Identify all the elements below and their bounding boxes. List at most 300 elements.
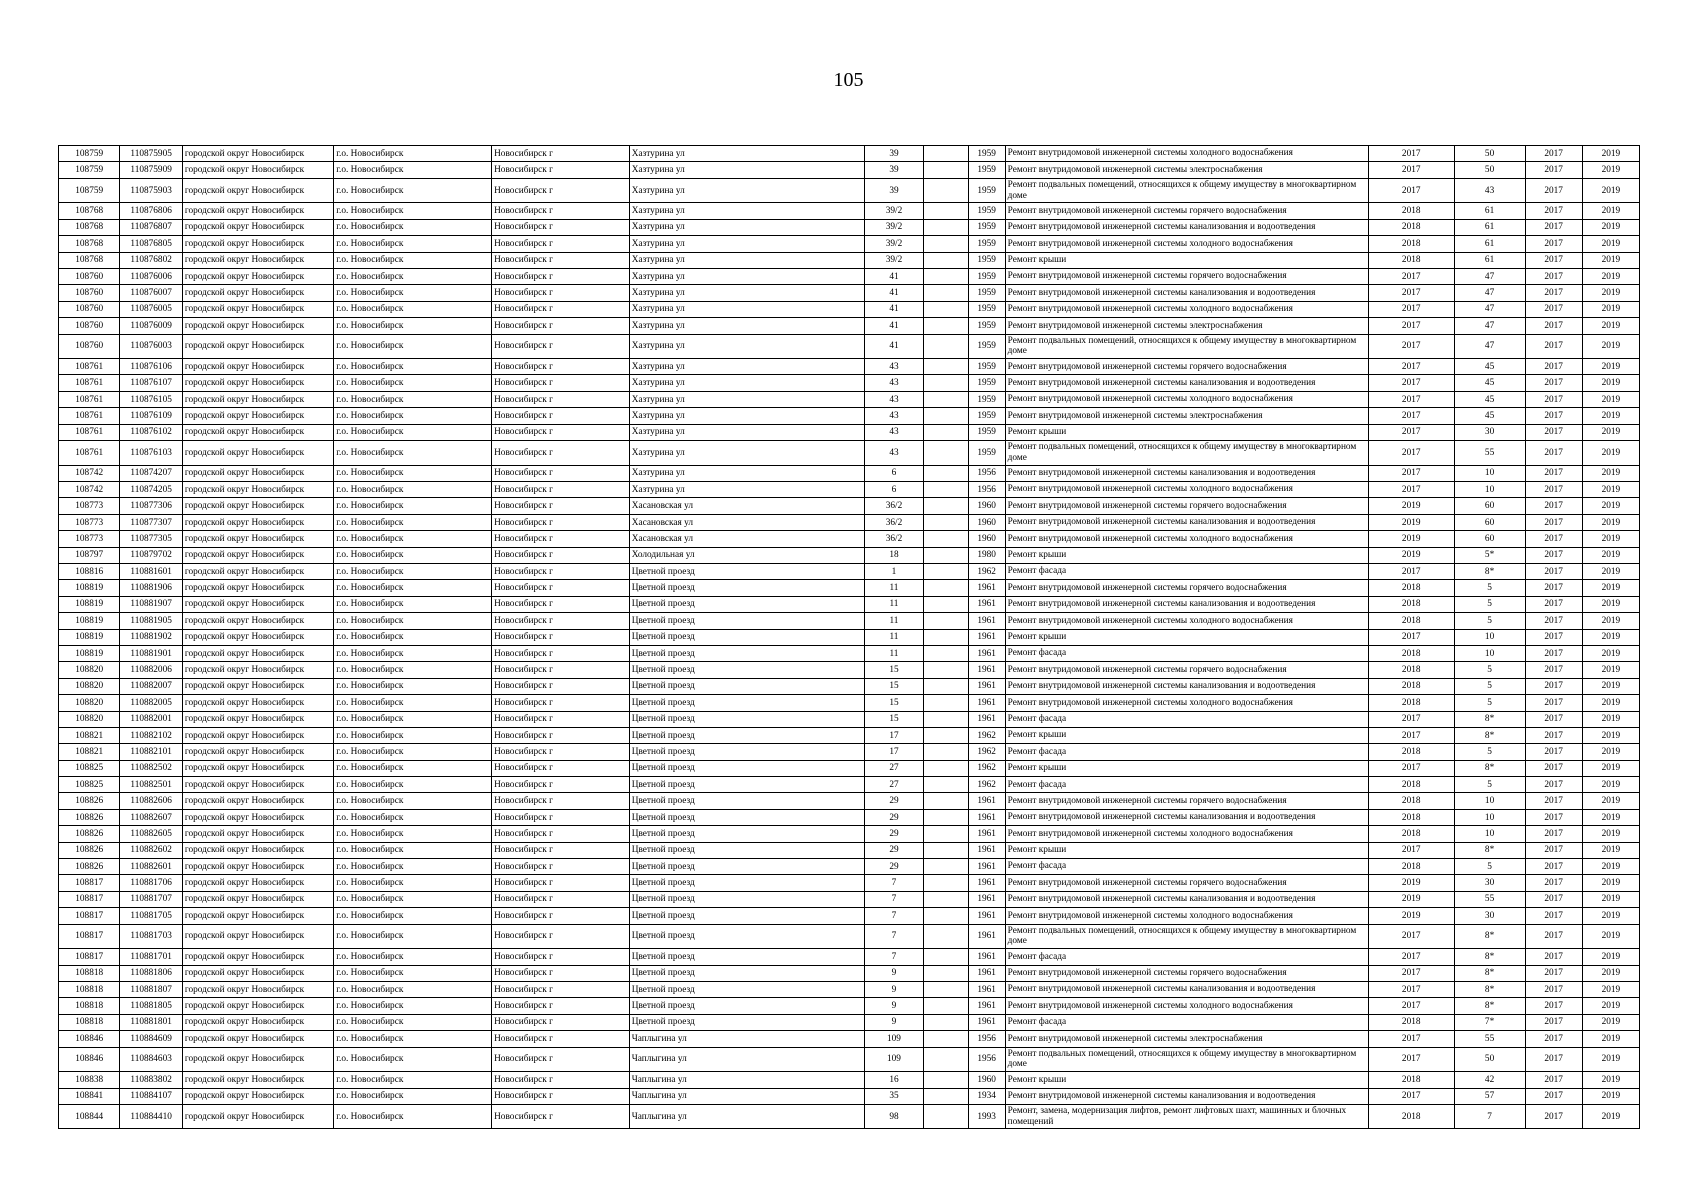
- work-id-cell: 110881906: [120, 580, 182, 596]
- house-id-cell: 108818: [59, 998, 120, 1014]
- period-start-cell: 2017: [1525, 318, 1582, 334]
- municipality-cell: городской округ Новосибирск: [182, 1072, 333, 1088]
- building-cell: [924, 760, 968, 776]
- building-cell: [924, 645, 968, 661]
- build-year-cell: 1961: [968, 645, 1005, 661]
- street-cell: Цветной проезд: [629, 596, 864, 612]
- plan-year-cell: 2017: [1368, 1031, 1454, 1047]
- wear-percent-cell: 8*: [1454, 965, 1525, 981]
- house-id-cell: 108742: [59, 465, 120, 481]
- work-type-cell: Ремонт крыши: [1005, 1072, 1368, 1088]
- house-number-cell: 98: [864, 1104, 923, 1129]
- work-type-cell: Ремонт внутридомовой инженерной системы холодного водоснабжения: [1005, 391, 1368, 407]
- municipality-cell: городской округ Новосибирск: [182, 146, 333, 162]
- work-type-cell: Ремонт внутридомовой инженерной системы горячего водоснабжения: [1005, 580, 1368, 596]
- table-row: [59, 826, 1640, 842]
- house-id-cell: 108761: [59, 424, 120, 440]
- municipality-cell: городской округ Новосибирск: [182, 809, 333, 825]
- house-id-cell: 108825: [59, 760, 120, 776]
- period-end-cell: 2019: [1582, 596, 1639, 612]
- building-cell: [924, 998, 968, 1014]
- period-end-cell: 2019: [1582, 695, 1639, 711]
- wear-percent-cell: 60: [1454, 531, 1525, 547]
- house-number-cell: 41: [864, 301, 923, 317]
- build-year-cell: 1961: [968, 678, 1005, 694]
- district-cell: г.о. Новосибирск: [334, 334, 492, 359]
- city-cell: Новосибирск г: [492, 301, 630, 317]
- house-number-cell: 39/2: [864, 252, 923, 268]
- plan-year-cell: 2017: [1368, 408, 1454, 424]
- district-cell: г.о. Новосибирск: [334, 924, 492, 949]
- house-id-cell: 108841: [59, 1088, 120, 1104]
- house-number-cell: 39/2: [864, 219, 923, 235]
- period-start-cell: 2017: [1525, 711, 1582, 727]
- municipality-cell: городской округ Новосибирск: [182, 613, 333, 629]
- table-row: [59, 408, 1640, 424]
- table-row: [59, 859, 1640, 875]
- municipality-cell: городской округ Новосибирск: [182, 391, 333, 407]
- plan-year-cell: 2017: [1368, 285, 1454, 301]
- street-cell: Хазтурина ул: [629, 301, 864, 317]
- wear-percent-cell: 45: [1454, 391, 1525, 407]
- building-cell: [924, 596, 968, 612]
- house-number-cell: 29: [864, 859, 923, 875]
- city-cell: Новосибирск г: [492, 727, 630, 743]
- building-cell: [924, 178, 968, 203]
- work-id-cell: 110882007: [120, 678, 182, 694]
- municipality-cell: городской округ Новосибирск: [182, 629, 333, 645]
- work-type-cell: Ремонт внутридомовой инженерной системы канализования и водоотведения: [1005, 465, 1368, 481]
- plan-year-cell: 2018: [1368, 744, 1454, 760]
- period-start-cell: 2017: [1525, 301, 1582, 317]
- house-id-cell: 108760: [59, 334, 120, 359]
- city-cell: Новосибирск г: [492, 949, 630, 965]
- building-cell: [924, 1031, 968, 1047]
- work-id-cell: 110881902: [120, 629, 182, 645]
- city-cell: Новосибирск г: [492, 891, 630, 907]
- work-id-cell: 110876802: [120, 252, 182, 268]
- district-cell: г.о. Новосибирск: [334, 981, 492, 997]
- work-type-cell: Ремонт подвальных помещений, относящихся к общему имуществу в многоквартирном доме: [1005, 178, 1368, 203]
- city-cell: Новосибирск г: [492, 146, 630, 162]
- city-cell: Новосибирск г: [492, 1031, 630, 1047]
- table-row: [59, 949, 1640, 965]
- municipality-cell: городской округ Новосибирск: [182, 203, 333, 219]
- table-row: [59, 1014, 1640, 1030]
- work-id-cell: 110884609: [120, 1031, 182, 1047]
- street-cell: Цветной проезд: [629, 924, 864, 949]
- build-year-cell: 1959: [968, 268, 1005, 284]
- build-year-cell: 1961: [968, 695, 1005, 711]
- table-row: [59, 842, 1640, 858]
- period-start-cell: 2017: [1525, 514, 1582, 530]
- street-cell: Цветной проезд: [629, 842, 864, 858]
- building-cell: [924, 482, 968, 498]
- work-id-cell: 110877306: [120, 498, 182, 514]
- build-year-cell: 1959: [968, 178, 1005, 203]
- plan-year-cell: 2018: [1368, 793, 1454, 809]
- period-start-cell: 2017: [1525, 777, 1582, 793]
- work-type-cell: Ремонт внутридомовой инженерной системы холодного водоснабжения: [1005, 236, 1368, 252]
- city-cell: Новосибирск г: [492, 613, 630, 629]
- period-start-cell: 2017: [1525, 842, 1582, 858]
- period-end-cell: 2019: [1582, 268, 1639, 284]
- city-cell: Новосибирск г: [492, 695, 630, 711]
- period-end-cell: 2019: [1582, 662, 1639, 678]
- period-end-cell: 2019: [1582, 793, 1639, 809]
- work-id-cell: 110882001: [120, 711, 182, 727]
- building-cell: [924, 842, 968, 858]
- work-id-cell: 110882606: [120, 793, 182, 809]
- table-row: [59, 441, 1640, 466]
- house-id-cell: 108761: [59, 359, 120, 375]
- house-id-cell: 108761: [59, 391, 120, 407]
- city-cell: Новосибирск г: [492, 219, 630, 235]
- build-year-cell: 1956: [968, 1031, 1005, 1047]
- work-type-cell: Ремонт внутридомовой инженерной системы горячего водоснабжения: [1005, 203, 1368, 219]
- district-cell: г.о. Новосибирск: [334, 744, 492, 760]
- street-cell: Цветной проезд: [629, 981, 864, 997]
- building-cell: [924, 498, 968, 514]
- period-start-cell: 2017: [1525, 629, 1582, 645]
- wear-percent-cell: 7: [1454, 1104, 1525, 1129]
- repair-program-table: [58, 145, 1640, 1129]
- work-type-cell: Ремонт фасада: [1005, 777, 1368, 793]
- house-id-cell: 108817: [59, 875, 120, 891]
- municipality-cell: городской округ Новосибирск: [182, 301, 333, 317]
- period-end-cell: 2019: [1582, 809, 1639, 825]
- work-id-cell: 110876105: [120, 391, 182, 407]
- work-id-cell: 110876007: [120, 285, 182, 301]
- house-id-cell: 108760: [59, 301, 120, 317]
- wear-percent-cell: 8*: [1454, 563, 1525, 579]
- district-cell: г.о. Новосибирск: [334, 695, 492, 711]
- work-type-cell: Ремонт внутридомовой инженерной системы горячего водоснабжения: [1005, 793, 1368, 809]
- house-id-cell: 108768: [59, 252, 120, 268]
- plan-year-cell: 2018: [1368, 678, 1454, 694]
- municipality-cell: городской округ Новосибирск: [182, 949, 333, 965]
- period-start-cell: 2017: [1525, 391, 1582, 407]
- street-cell: Хазтурина ул: [629, 162, 864, 178]
- plan-year-cell: 2019: [1368, 514, 1454, 530]
- district-cell: г.о. Новосибирск: [334, 482, 492, 498]
- work-id-cell: 110876106: [120, 359, 182, 375]
- build-year-cell: 1961: [968, 826, 1005, 842]
- district-cell: г.о. Новосибирск: [334, 424, 492, 440]
- municipality-cell: городской округ Новосибирск: [182, 875, 333, 891]
- work-id-cell: 110881905: [120, 613, 182, 629]
- plan-year-cell: 2017: [1368, 1047, 1454, 1072]
- work-type-cell: Ремонт крыши: [1005, 424, 1368, 440]
- city-cell: Новосибирск г: [492, 334, 630, 359]
- district-cell: г.о. Новосибирск: [334, 268, 492, 284]
- table-row: [59, 318, 1640, 334]
- house-id-cell: 108826: [59, 859, 120, 875]
- period-start-cell: 2017: [1525, 998, 1582, 1014]
- plan-year-cell: 2018: [1368, 252, 1454, 268]
- plan-year-cell: 2018: [1368, 613, 1454, 629]
- wear-percent-cell: 47: [1454, 318, 1525, 334]
- house-number-cell: 39: [864, 146, 923, 162]
- period-end-cell: 2019: [1582, 318, 1639, 334]
- work-type-cell: Ремонт крыши: [1005, 760, 1368, 776]
- period-start-cell: 2017: [1525, 178, 1582, 203]
- period-end-cell: 2019: [1582, 146, 1639, 162]
- house-id-cell: 108773: [59, 514, 120, 530]
- municipality-cell: городской округ Новосибирск: [182, 760, 333, 776]
- table-row: [59, 596, 1640, 612]
- period-end-cell: 2019: [1582, 465, 1639, 481]
- street-cell: Хазтурина ул: [629, 334, 864, 359]
- district-cell: г.о. Новосибирск: [334, 1047, 492, 1072]
- street-cell: Чаплыгина ул: [629, 1072, 864, 1088]
- district-cell: г.о. Новосибирск: [334, 809, 492, 825]
- district-cell: г.о. Новосибирск: [334, 178, 492, 203]
- period-start-cell: 2017: [1525, 146, 1582, 162]
- municipality-cell: городской округ Новосибирск: [182, 998, 333, 1014]
- work-id-cell: 110876805: [120, 236, 182, 252]
- district-cell: г.о. Новосибирск: [334, 613, 492, 629]
- house-id-cell: 108760: [59, 285, 120, 301]
- plan-year-cell: 2017: [1368, 924, 1454, 949]
- district-cell: г.о. Новосибирск: [334, 1031, 492, 1047]
- district-cell: г.о. Новосибирск: [334, 375, 492, 391]
- plan-year-cell: 2018: [1368, 859, 1454, 875]
- municipality-cell: городской округ Новосибирск: [182, 678, 333, 694]
- period-end-cell: 2019: [1582, 580, 1639, 596]
- build-year-cell: 1961: [968, 965, 1005, 981]
- building-cell: [924, 1072, 968, 1088]
- street-cell: Цветной проезд: [629, 760, 864, 776]
- house-id-cell: 108819: [59, 596, 120, 612]
- wear-percent-cell: 5: [1454, 580, 1525, 596]
- street-cell: Цветной проезд: [629, 695, 864, 711]
- building-cell: [924, 695, 968, 711]
- work-id-cell: 110882607: [120, 809, 182, 825]
- house-id-cell: 108742: [59, 482, 120, 498]
- street-cell: Чаплыгина ул: [629, 1031, 864, 1047]
- municipality-cell: городской округ Новосибирск: [182, 645, 333, 661]
- city-cell: Новосибирск г: [492, 203, 630, 219]
- period-end-cell: 2019: [1582, 301, 1639, 317]
- building-cell: [924, 744, 968, 760]
- city-cell: Новосибирск г: [492, 1104, 630, 1129]
- build-year-cell: 1960: [968, 498, 1005, 514]
- plan-year-cell: 2017: [1368, 375, 1454, 391]
- house-id-cell: 108759: [59, 178, 120, 203]
- district-cell: г.о. Новосибирск: [334, 547, 492, 563]
- period-end-cell: 2019: [1582, 547, 1639, 563]
- building-cell: [924, 613, 968, 629]
- street-cell: Цветной проезд: [629, 711, 864, 727]
- build-year-cell: 1961: [968, 613, 1005, 629]
- build-year-cell: 1961: [968, 711, 1005, 727]
- street-cell: Чаплыгина ул: [629, 1104, 864, 1129]
- period-end-cell: 2019: [1582, 162, 1639, 178]
- period-end-cell: 2019: [1582, 1047, 1639, 1072]
- table-row: [59, 1104, 1640, 1129]
- work-type-cell: Ремонт внутридомовой инженерной системы канализования и водоотведения: [1005, 219, 1368, 235]
- work-id-cell: 110881901: [120, 645, 182, 661]
- period-end-cell: 2019: [1582, 219, 1639, 235]
- wear-percent-cell: 5*: [1454, 547, 1525, 563]
- house-number-cell: 39/2: [864, 236, 923, 252]
- city-cell: Новосибирск г: [492, 875, 630, 891]
- period-start-cell: 2017: [1525, 531, 1582, 547]
- wear-percent-cell: 8*: [1454, 842, 1525, 858]
- work-id-cell: 110882502: [120, 760, 182, 776]
- district-cell: г.о. Новосибирск: [334, 408, 492, 424]
- district-cell: г.о. Новосибирск: [334, 596, 492, 612]
- period-start-cell: 2017: [1525, 252, 1582, 268]
- building-cell: [924, 727, 968, 743]
- period-end-cell: 2019: [1582, 981, 1639, 997]
- work-type-cell: Ремонт внутридомовой инженерной системы канализования и водоотведения: [1005, 285, 1368, 301]
- house-id-cell: 108819: [59, 580, 120, 596]
- table-row: [59, 563, 1640, 579]
- table-row: [59, 924, 1640, 949]
- street-cell: Холодильная ул: [629, 547, 864, 563]
- municipality-cell: городской округ Новосибирск: [182, 162, 333, 178]
- house-id-cell: 108760: [59, 268, 120, 284]
- period-end-cell: 2019: [1582, 826, 1639, 842]
- house-id-cell: 108817: [59, 908, 120, 924]
- municipality-cell: городской округ Новосибирск: [182, 359, 333, 375]
- work-id-cell: 110884107: [120, 1088, 182, 1104]
- wear-percent-cell: 8*: [1454, 760, 1525, 776]
- street-cell: Цветной проезд: [629, 727, 864, 743]
- table-row: [59, 629, 1640, 645]
- city-cell: Новосибирск г: [492, 285, 630, 301]
- municipality-cell: городской округ Новосибирск: [182, 547, 333, 563]
- work-type-cell: Ремонт внутридомовой инженерной системы электроснабжения: [1005, 408, 1368, 424]
- house-id-cell: 108759: [59, 146, 120, 162]
- street-cell: Хазтурина ул: [629, 318, 864, 334]
- work-id-cell: 110876009: [120, 318, 182, 334]
- work-type-cell: Ремонт внутридомовой инженерной системы холодного водоснабжения: [1005, 826, 1368, 842]
- work-id-cell: 110875903: [120, 178, 182, 203]
- work-id-cell: 110876807: [120, 219, 182, 235]
- city-cell: Новосибирск г: [492, 859, 630, 875]
- district-cell: г.о. Новосибирск: [334, 563, 492, 579]
- district-cell: г.о. Новосибирск: [334, 793, 492, 809]
- wear-percent-cell: 61: [1454, 236, 1525, 252]
- municipality-cell: городской округ Новосибирск: [182, 268, 333, 284]
- work-type-cell: Ремонт внутридомовой инженерной системы горячего водоснабжения: [1005, 498, 1368, 514]
- plan-year-cell: 2017: [1368, 482, 1454, 498]
- build-year-cell: 1959: [968, 441, 1005, 466]
- street-cell: Цветной проезд: [629, 998, 864, 1014]
- table-row: [59, 744, 1640, 760]
- plan-year-cell: 2017: [1368, 998, 1454, 1014]
- work-type-cell: Ремонт внутридомовой инженерной системы горячего водоснабжения: [1005, 268, 1368, 284]
- wear-percent-cell: 50: [1454, 1047, 1525, 1072]
- street-cell: Цветной проезд: [629, 662, 864, 678]
- work-id-cell: 110876107: [120, 375, 182, 391]
- city-cell: Новосибирск г: [492, 908, 630, 924]
- wear-percent-cell: 10: [1454, 809, 1525, 825]
- work-id-cell: 110882605: [120, 826, 182, 842]
- period-start-cell: 2017: [1525, 236, 1582, 252]
- period-start-cell: 2017: [1525, 268, 1582, 284]
- plan-year-cell: 2017: [1368, 178, 1454, 203]
- work-id-cell: 110875905: [120, 146, 182, 162]
- city-cell: Новосибирск г: [492, 1088, 630, 1104]
- street-cell: Хазтурина ул: [629, 465, 864, 481]
- period-start-cell: 2017: [1525, 826, 1582, 842]
- house-id-cell: 108819: [59, 613, 120, 629]
- district-cell: г.о. Новосибирск: [334, 760, 492, 776]
- wear-percent-cell: 10: [1454, 465, 1525, 481]
- house-id-cell: 108820: [59, 662, 120, 678]
- period-end-cell: 2019: [1582, 441, 1639, 466]
- table-row: [59, 146, 1640, 162]
- work-id-cell: 110882101: [120, 744, 182, 760]
- plan-year-cell: 2018: [1368, 777, 1454, 793]
- plan-year-cell: 2018: [1368, 596, 1454, 612]
- municipality-cell: городской округ Новосибирск: [182, 1014, 333, 1030]
- city-cell: Новосибирск г: [492, 965, 630, 981]
- period-start-cell: 2017: [1525, 482, 1582, 498]
- build-year-cell: 1959: [968, 285, 1005, 301]
- house-number-cell: 29: [864, 809, 923, 825]
- work-type-cell: Ремонт фасада: [1005, 711, 1368, 727]
- building-cell: [924, 334, 968, 359]
- building-cell: [924, 301, 968, 317]
- work-id-cell: 110876003: [120, 334, 182, 359]
- period-end-cell: 2019: [1582, 359, 1639, 375]
- street-cell: Цветной проезд: [629, 875, 864, 891]
- house-number-cell: 29: [864, 793, 923, 809]
- building-cell: [924, 580, 968, 596]
- wear-percent-cell: 55: [1454, 891, 1525, 907]
- district-cell: г.о. Новосибирск: [334, 891, 492, 907]
- municipality-cell: городской округ Новосибирск: [182, 842, 333, 858]
- period-end-cell: 2019: [1582, 178, 1639, 203]
- work-type-cell: Ремонт фасада: [1005, 563, 1368, 579]
- build-year-cell: 1959: [968, 424, 1005, 440]
- build-year-cell: 1960: [968, 1072, 1005, 1088]
- period-start-cell: 2017: [1525, 924, 1582, 949]
- work-id-cell: 110884410: [120, 1104, 182, 1129]
- street-cell: Цветной проезд: [629, 563, 864, 579]
- house-number-cell: 35: [864, 1088, 923, 1104]
- work-id-cell: 110877305: [120, 531, 182, 547]
- work-id-cell: 110881705: [120, 908, 182, 924]
- wear-percent-cell: 47: [1454, 301, 1525, 317]
- build-year-cell: 1956: [968, 465, 1005, 481]
- wear-percent-cell: 8*: [1454, 981, 1525, 997]
- work-id-cell: 110881805: [120, 998, 182, 1014]
- work-type-cell: Ремонт внутридомовой инженерной системы канализования и водоотведения: [1005, 375, 1368, 391]
- municipality-cell: городской округ Новосибирск: [182, 744, 333, 760]
- city-cell: Новосибирск г: [492, 711, 630, 727]
- municipality-cell: городской округ Новосибирск: [182, 793, 333, 809]
- wear-percent-cell: 30: [1454, 424, 1525, 440]
- district-cell: г.о. Новосибирск: [334, 203, 492, 219]
- city-cell: Новосибирск г: [492, 563, 630, 579]
- work-type-cell: Ремонт фасада: [1005, 744, 1368, 760]
- table-row: [59, 465, 1640, 481]
- wear-percent-cell: 57: [1454, 1088, 1525, 1104]
- period-start-cell: 2017: [1525, 981, 1582, 997]
- municipality-cell: городской округ Новосибирск: [182, 580, 333, 596]
- period-end-cell: 2019: [1582, 1088, 1639, 1104]
- build-year-cell: 1959: [968, 236, 1005, 252]
- building-cell: [924, 908, 968, 924]
- work-id-cell: 110877307: [120, 514, 182, 530]
- house-id-cell: 108820: [59, 711, 120, 727]
